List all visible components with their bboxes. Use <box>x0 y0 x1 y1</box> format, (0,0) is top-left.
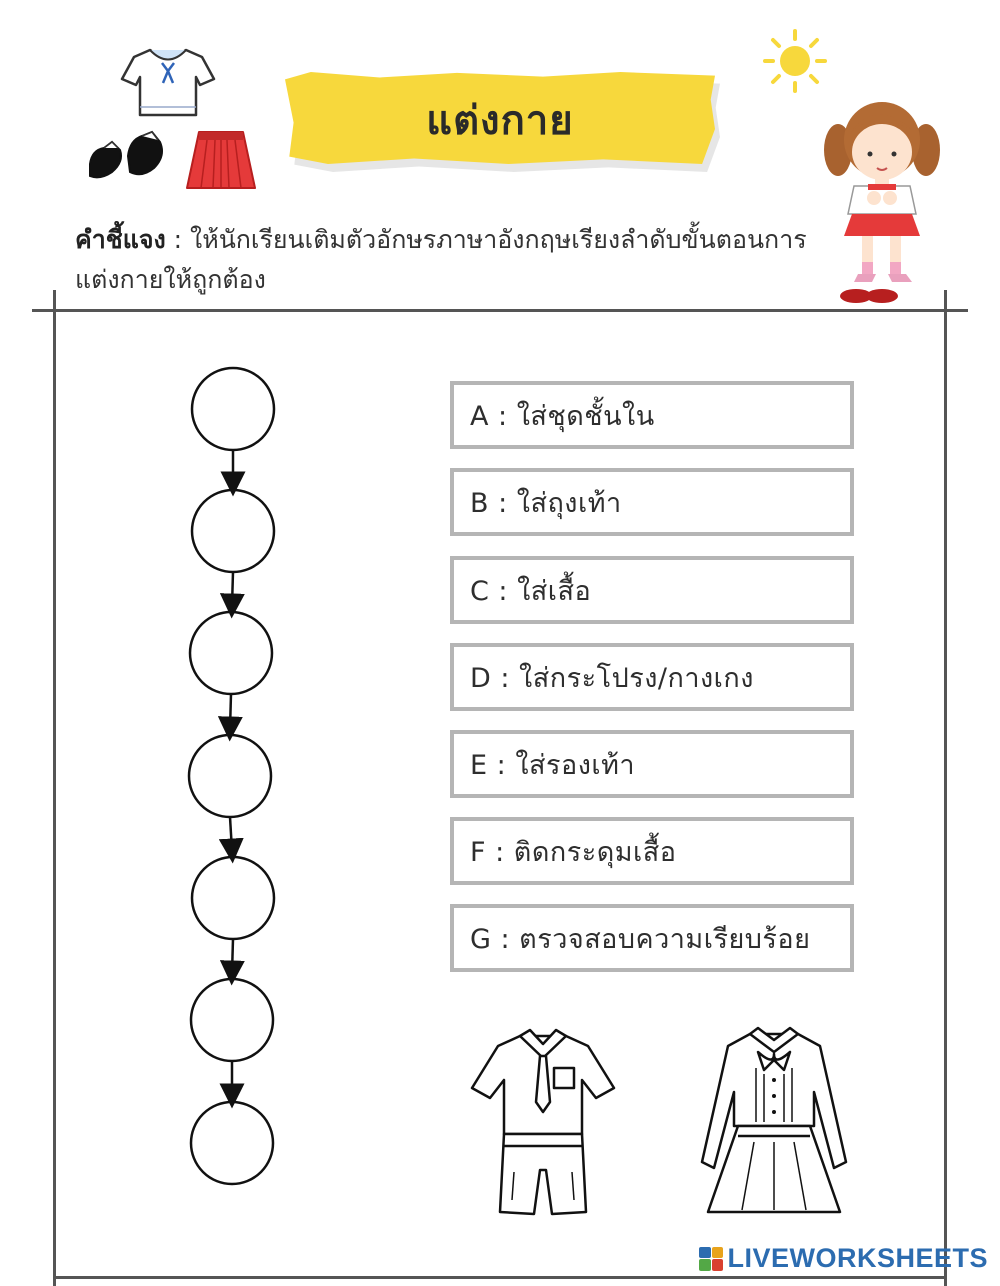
girl-illustration <box>820 90 945 310</box>
divider-line <box>32 309 968 312</box>
option-d: D : ใส่กระโปรง/กางเกง <box>450 643 854 711</box>
instruction-body: : ให้นักเรียนเติมตัวอักษรภาษาอังกฤษเรียงลำดับขั้นตอนการแต่งกายให้ถูกต้อง <box>75 225 807 294</box>
answer-circle-5[interactable] <box>192 857 274 939</box>
page-title: แต่งกาย <box>426 98 574 144</box>
frame-right <box>944 290 947 1286</box>
arrow-4 <box>230 817 232 851</box>
option-a: A : ใส่ชุดชั้นใน <box>450 381 854 449</box>
answer-circle-4[interactable] <box>189 735 271 817</box>
shoes-icon <box>82 128 172 188</box>
answer-circle-7[interactable] <box>191 1102 273 1184</box>
option-c: C : ใส่เสื้อ <box>450 556 854 624</box>
watermark-text: LIVEWORKSHEETS <box>727 1243 988 1273</box>
sun-icon <box>760 28 830 94</box>
liveworksheets-logo-icon <box>699 1247 723 1271</box>
frame-bottom <box>53 1276 947 1279</box>
shirt-icon <box>120 45 216 120</box>
arrow-5 <box>232 939 233 973</box>
girl-uniform-icon <box>694 1022 854 1222</box>
skirt-icon <box>185 128 257 194</box>
option-e: E : ใส่รองเท้า <box>450 730 854 798</box>
instruction-label: คำชี้แจง <box>75 225 166 254</box>
boy-uniform-icon <box>468 1022 618 1222</box>
answer-circle-6[interactable] <box>191 979 273 1061</box>
arrow-2 <box>232 572 233 606</box>
arrow-3 <box>230 694 231 729</box>
answer-circle-1[interactable] <box>192 368 274 450</box>
answer-circle-2[interactable] <box>192 490 274 572</box>
option-b: B : ใส่ถุงเท้า <box>450 468 854 536</box>
option-f: F : ติดกระดุมเสื้อ <box>450 817 854 885</box>
option-g: G : ตรวจสอบความเรียบร้อย <box>450 904 854 972</box>
frame-left <box>53 290 56 1286</box>
answer-circle-3[interactable] <box>190 612 272 694</box>
instruction-text <box>75 220 815 300</box>
watermark <box>699 1243 988 1274</box>
sequence-flowchart <box>180 360 290 1200</box>
